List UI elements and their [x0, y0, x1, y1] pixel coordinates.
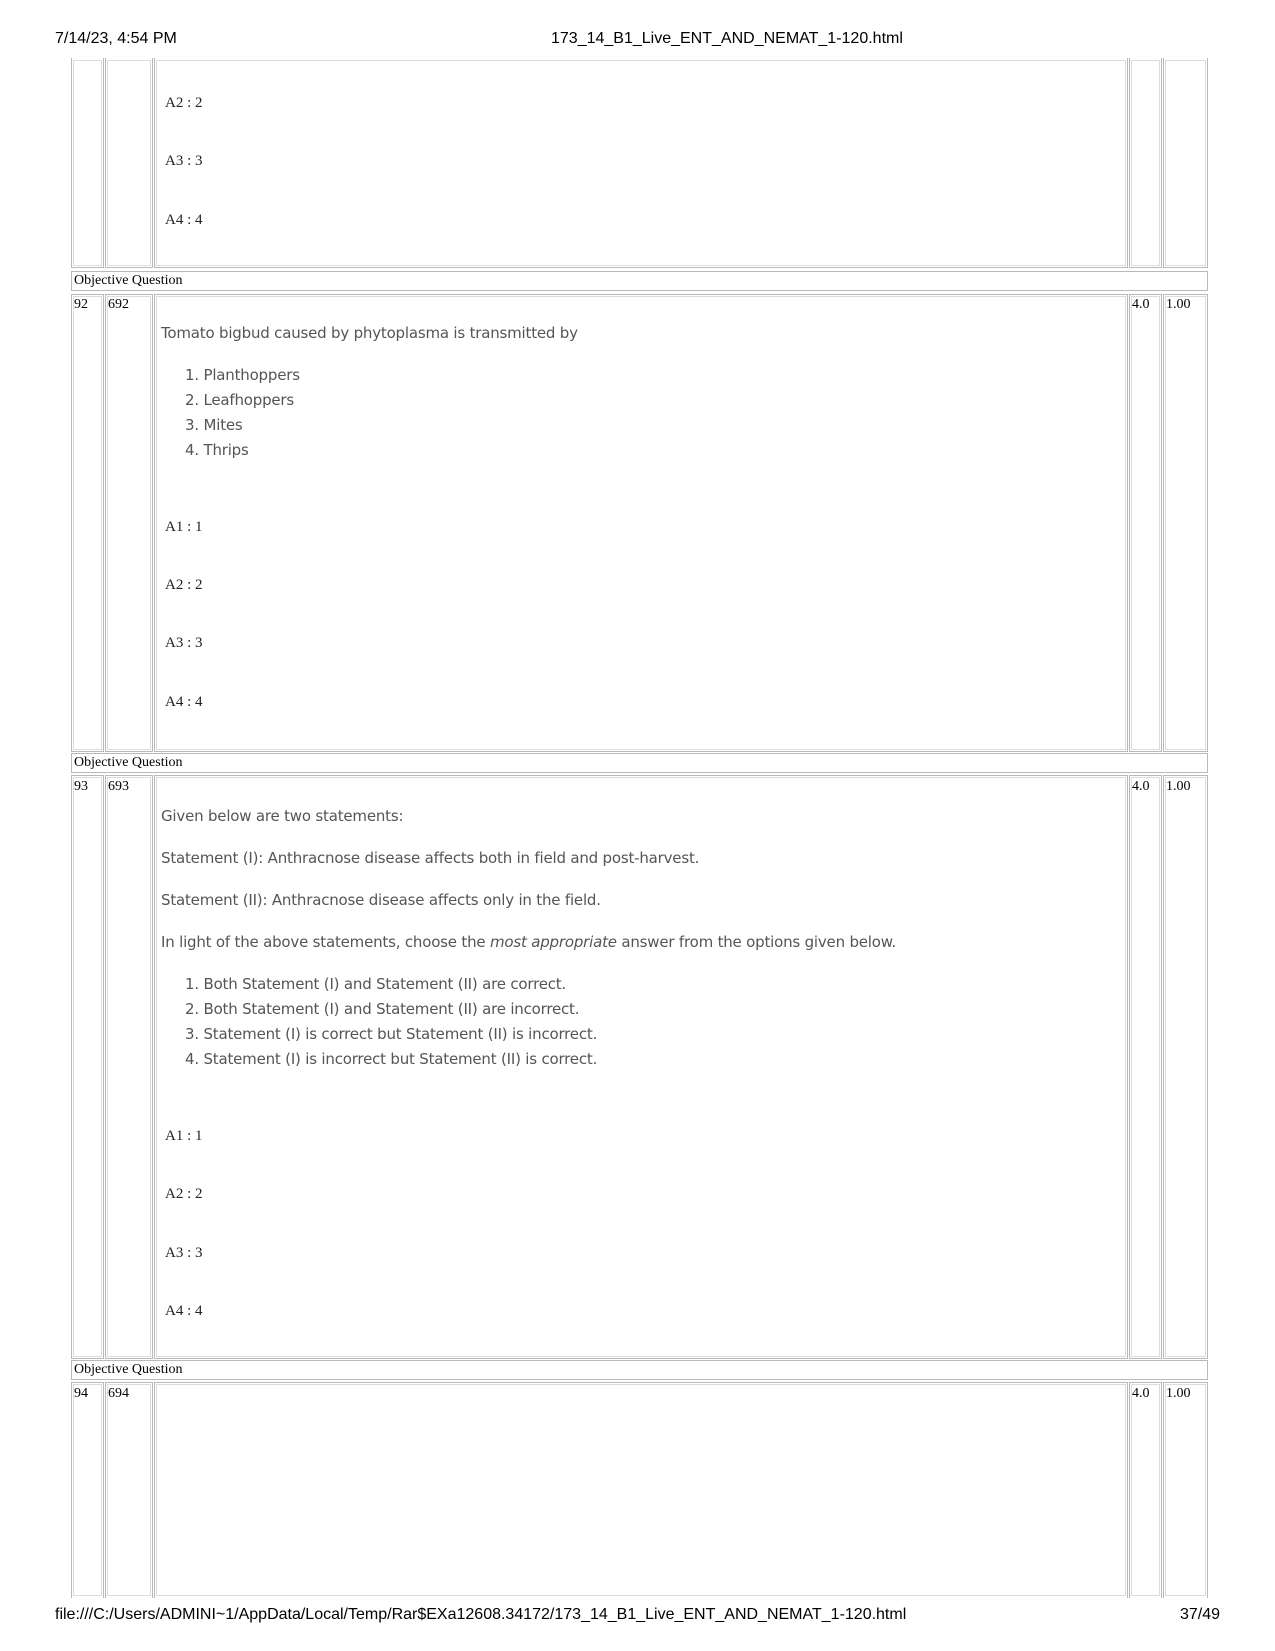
option-2: 2. Both Statement (I) and Statement (II) are incorrect.	[185, 1000, 580, 1018]
question-id: 692	[108, 297, 129, 312]
print-file-path: file:///C:/Users/ADMINI~1/AppData/Local/Temp/Rar$EXa12608.34172/173_14_B1_Live_ENT_AND_NEMAT_1-120.html	[55, 1606, 907, 1623]
statement-2: Statement (II): Anthracnose disease affects only in the field.	[161, 891, 601, 909]
answer-a2: A2 : 2	[165, 1186, 203, 1202]
answer-a3: A3 : 3	[165, 1245, 203, 1261]
sno-cell	[71, 775, 104, 1359]
prev-marks-cell	[1129, 58, 1162, 268]
neg-marks-cell	[1163, 775, 1208, 1359]
prev-question-cell	[154, 58, 1128, 268]
sno-cell	[71, 294, 104, 752]
question-stem-line-1: Given below are two statements:	[161, 807, 404, 825]
option-3: 3. Mites	[185, 416, 243, 434]
print-datetime: 7/14/23, 4:54 PM	[55, 30, 177, 47]
instruction-pre: In light of the above statements, choose the	[161, 933, 490, 951]
page-number: 37/49	[1180, 1606, 1221, 1623]
prev-answer-a4: A4 : 4	[165, 212, 203, 228]
negative-marks: 1.00	[1166, 1386, 1191, 1401]
option-4: 4. Thrips	[185, 441, 249, 459]
question-type-label: Objective Question	[71, 271, 1208, 291]
question-type-label: Objective Question	[71, 1360, 1208, 1380]
instruction-emphasis: most appropriate	[489, 933, 617, 951]
question-marks: 4.0	[1132, 779, 1150, 794]
question-serial-number: 93	[74, 779, 88, 794]
negative-marks: 1.00	[1166, 779, 1191, 794]
question-id: 694	[108, 1386, 129, 1401]
answer-a4: A4 : 4	[165, 694, 203, 710]
marks-cell	[1129, 1382, 1162, 1598]
question-serial-number: 92	[74, 297, 88, 312]
question-id: 693	[108, 779, 129, 794]
option-4: 4. Statement (I) is incorrect but Statement (II) is correct.	[185, 1050, 598, 1068]
marks-cell	[1129, 775, 1162, 1359]
question-marks: 4.0	[1132, 1386, 1150, 1401]
answer-a1: A1 : 1	[165, 1128, 203, 1144]
neg-marks-cell	[1163, 294, 1208, 752]
prev-answer-a2: A2 : 2	[165, 95, 203, 111]
answer-a1: A1 : 1	[165, 519, 203, 535]
question-cell	[154, 1382, 1128, 1598]
option-3: 3. Statement (I) is correct but Statement (II) is incorrect.	[185, 1025, 598, 1043]
option-2: 2. Leafhoppers	[185, 391, 295, 409]
qid-cell	[105, 775, 153, 1359]
prev-sno-cell	[71, 58, 104, 268]
question-stem: Tomato bigbud caused by phytoplasma is transmitted by	[161, 324, 578, 342]
negative-marks: 1.00	[1166, 297, 1191, 312]
prev-neg-cell	[1163, 58, 1208, 268]
option-1: 1. Both Statement (I) and Statement (II) are correct.	[185, 975, 567, 993]
statement-1: Statement (I): Anthracnose disease affects both in field and post-harvest.	[161, 849, 700, 867]
prev-qid-cell	[105, 58, 153, 268]
question-type-label: Objective Question	[71, 753, 1208, 773]
question-marks: 4.0	[1132, 297, 1150, 312]
prev-answer-a3: A3 : 3	[165, 153, 203, 169]
answer-a4: A4 : 4	[165, 1303, 203, 1319]
instruction-post: answer from the options given below.	[616, 933, 896, 951]
print-document-title: 173_14_B1_Live_ENT_AND_NEMAT_1-120.html	[551, 30, 903, 47]
marks-cell	[1129, 294, 1162, 752]
qid-cell	[105, 1382, 153, 1598]
qid-cell	[105, 294, 153, 752]
option-1: 1. Planthoppers	[185, 366, 300, 384]
question-instruction	[161, 933, 896, 951]
answer-a3: A3 : 3	[165, 635, 203, 651]
sno-cell	[71, 1382, 104, 1598]
neg-marks-cell	[1163, 1382, 1208, 1598]
question-serial-number: 94	[74, 1386, 88, 1401]
answer-a2: A2 : 2	[165, 577, 203, 593]
question-cell	[154, 294, 1128, 752]
